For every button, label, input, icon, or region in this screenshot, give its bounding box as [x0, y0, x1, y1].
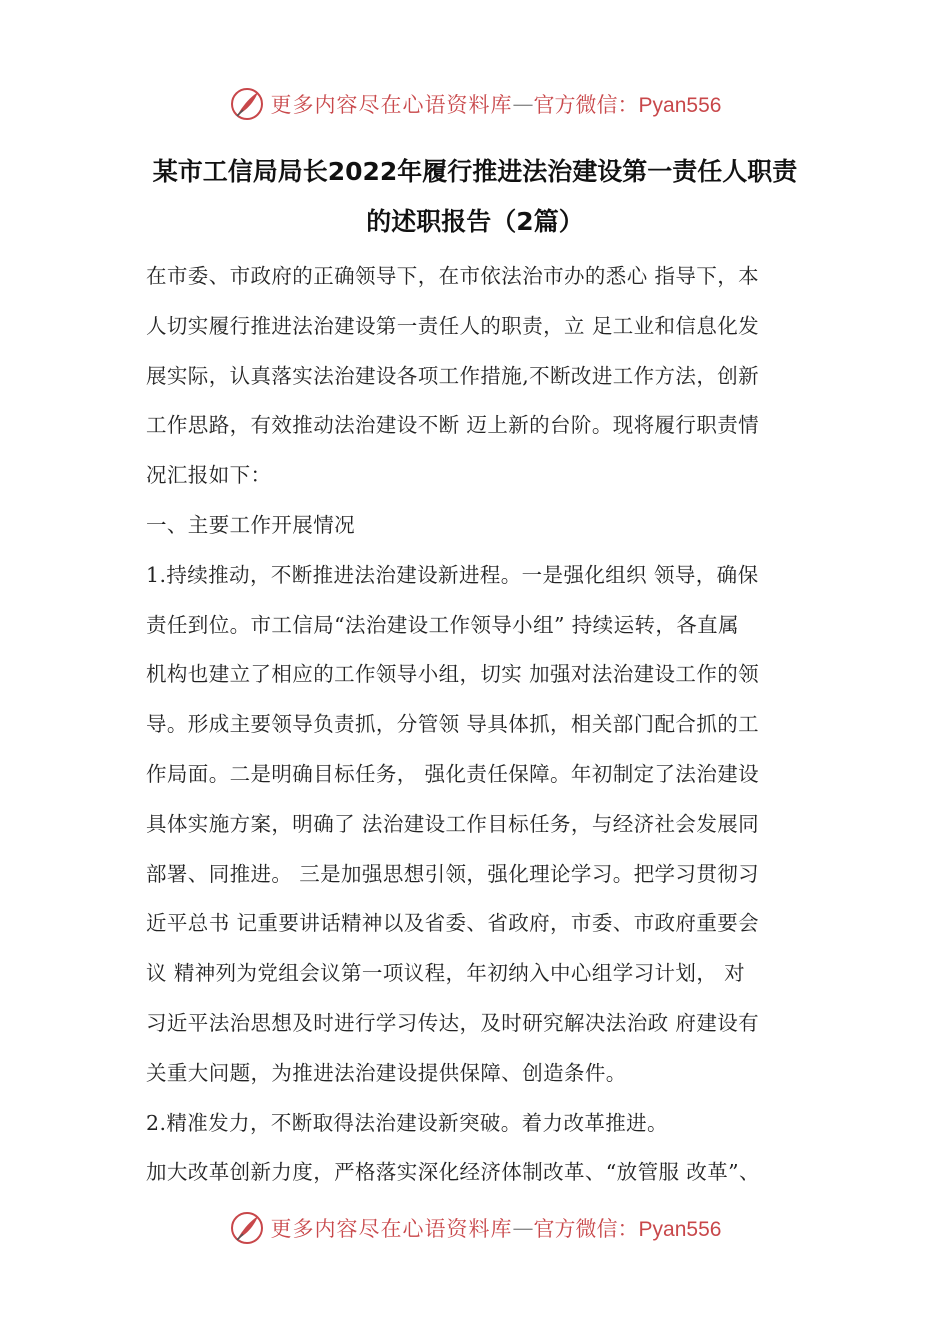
body-line: 议 精神列为党组会议第一项议程，年初纳入中心组学习计划， 对 — [146, 961, 746, 986]
document-body — [146, 252, 812, 1198]
body-line: 1.持续推动，不断推进法治建设新进程。一是强化组织 领导，确保 — [146, 562, 759, 587]
body-line: 在市委、市政府的正确领导下，在市依法治市办的悉心 指导下，本 — [146, 264, 760, 288]
body-line: 具体实施方案，明确了 法治建设工作目标任务，与经济社会发展同 — [146, 811, 760, 836]
header-banner-separator: — — [512, 92, 534, 116]
body-line: 加大改革创新力度，严格落实深化经济体制改革、“放管服 改革”、 — [146, 1160, 760, 1185]
quill-logo-icon — [229, 86, 265, 122]
body-line: 部署、同推进。 三是加强思想引领，强化理论学习。把学习贯彻习 — [146, 861, 760, 886]
header-banner-account: 官方微信：Pyan556 — [533, 94, 722, 117]
document-title-line-1: 某市工信局局长2022年履行推进法治建设第一责任人职责 — [152, 157, 798, 186]
header-banner — [0, 84, 950, 124]
header-banner-text: 更多内容尽在心语资料库 — [270, 93, 513, 117]
body-line: 作局面。二是明确目标任务， 强化责任保障。年初制定了法治建设 — [146, 761, 760, 786]
body-line: 习近平法治思想及时进行学习传达，及时研究解决法治政 府建设有 — [146, 1010, 760, 1035]
footer-banner-account: 官方微信：Pyan556 — [533, 1218, 722, 1241]
body-line: 关重大问题，为推进法治建设提供保障、创造条件。 — [146, 1060, 627, 1085]
footer-banner-text: 更多内容尽在心语资料库 — [270, 1217, 513, 1241]
body-line: 人切实履行推进法治建设第一责任人的职责，立 足工业和信息化发 — [146, 313, 760, 338]
section-heading: 一、主要工作开展情况 — [146, 512, 355, 537]
body-line: 展实际，认真落实法治建设各项工作措施,不断改进工作方法，创新 — [146, 363, 760, 388]
body-line: 机构也建立了相应的工作领导小组，切实 加强对法治建设工作的领 — [146, 662, 760, 687]
footer-banner — [0, 1208, 950, 1248]
body-line: 况汇报如下： — [146, 463, 272, 488]
body-line: 责任到位。市工信局“法治建设工作领导小组” 持续运转，各直属 — [146, 612, 739, 637]
body-line: 2.精准发力，不断取得法治建设新突破。着力改革推进。 — [146, 1110, 668, 1135]
quill-logo-icon — [229, 1210, 265, 1246]
footer-banner-separator: — — [512, 1216, 534, 1240]
body-line: 工作思路，有效推动法治建设不断 迈上新的台阶。现将履行职责情 — [146, 413, 760, 438]
document-title-line-2: 的述职报告（2篇） — [366, 207, 584, 236]
body-line: 近平总书 记重要讲话精神以及省委、省政府，市委、市政府重要会 — [146, 911, 760, 936]
body-line: 导。形成主要领导负责抓，分管领 导具体抓，相关部门配合抓的工 — [146, 712, 760, 737]
